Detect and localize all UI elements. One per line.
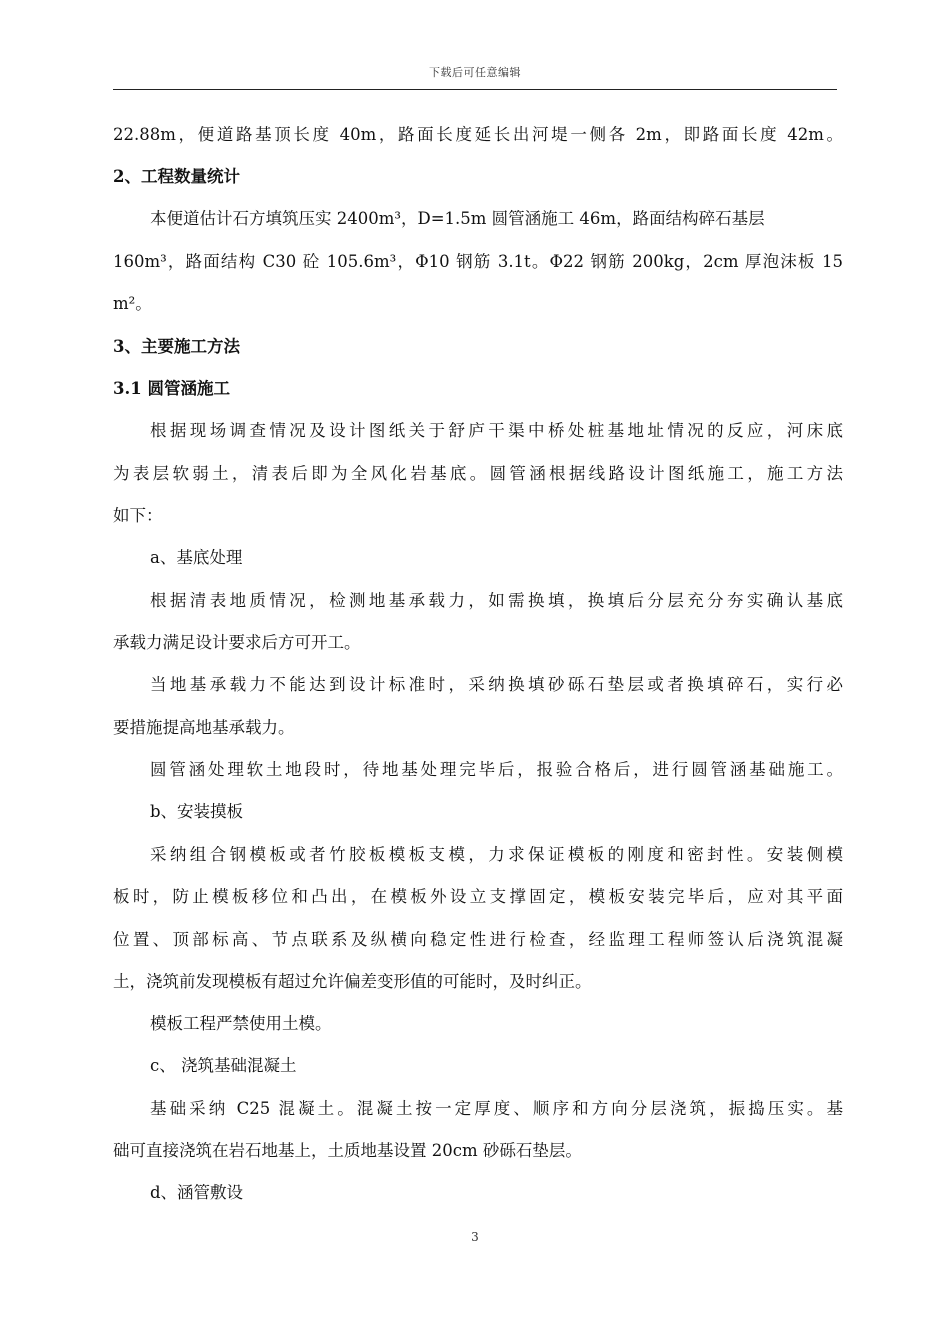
body-line: 位置、顶部标高、节点联系及纵横向稳定性进行检查，经监理工程师签认后浇筑混凝 bbox=[113, 930, 843, 949]
item-heading: b、安装摸板 bbox=[150, 802, 244, 821]
body-line: m²。 bbox=[113, 294, 152, 313]
subsection-heading: 3.1 圆管涵施工 bbox=[113, 379, 230, 398]
body-line: 根据现场调查情况及设计图纸关于舒庐干渠中桥处桩基地址情况的反应，河床底 bbox=[150, 421, 843, 440]
body-line: 圆管涵处理软土地段时，待地基处理完毕后，报验合格后，进行圆管涵基础施工。 bbox=[150, 760, 843, 779]
header-rule bbox=[113, 89, 837, 90]
body-line: 如下： bbox=[113, 506, 163, 525]
body-line: 土，浇筑前发现模板有超过允许偏差变形值的可能时，及时纠正。 bbox=[113, 972, 592, 991]
body-line: 160m³，路面结构 C30 砼 105.6m³，Φ10 钢筋 3.1t。Φ22 钢筋 200kg，2cm 厚泡沫板 15 bbox=[113, 252, 843, 271]
body-line: 采纳组合钢模板或者竹胶板模板支模，力求保证模板的刚度和密封性。安装侧模 bbox=[150, 845, 843, 864]
body-line: 基础采纳 C25 混凝土。混凝土按一定厚度、顺序和方向分层浇筑，振捣压实。基 bbox=[150, 1099, 843, 1118]
page-header: 下载后可任意编辑 bbox=[429, 66, 521, 79]
item-heading: a、基底处理 bbox=[150, 548, 243, 567]
body-line: 承载力满足设计要求后方可开工。 bbox=[113, 633, 361, 652]
section-heading: 2、工程数量统计 bbox=[113, 167, 240, 186]
body-line: 模板工程严禁使用土模。 bbox=[150, 1014, 332, 1033]
body-line: 板时，防止模板移位和凸出，在模板外设立支撑固定，模板安装完毕后，应对其平面 bbox=[113, 887, 843, 906]
body-line: 22.88m，便道路基顶长度 40m，路面长度延长出河堤一侧各 2m，即路面长度 42m。 bbox=[113, 125, 843, 144]
body-line: 本便道估计石方填筑压实 2400m³，D=1.5m 圆管涵施工 46m，路面结构碎石基层 bbox=[150, 209, 765, 228]
body-line: 为表层软弱土，清表后即为全风化岩基底。圆管涵根据线路设计图纸施工，施工方法 bbox=[113, 464, 843, 483]
item-heading: d、涵管敷设 bbox=[150, 1183, 244, 1202]
item-heading: c、 浇筑基础混凝土 bbox=[150, 1056, 297, 1075]
body-line: 础可直接浇筑在岩石地基上，土质地基设置 20cm 砂砾石垫层。 bbox=[113, 1141, 582, 1160]
page-number: 3 bbox=[471, 1230, 479, 1244]
section-heading: 3、主要施工方法 bbox=[113, 337, 240, 356]
body-line: 要措施提高地基承载力。 bbox=[113, 718, 295, 737]
body-line: 根据清表地质情况，检测地基承载力，如需换填，换填后分层充分夯实确认基底 bbox=[150, 591, 843, 610]
body-line: 当地基承载力不能达到设计标准时，采纳换填砂砾石垫层或者换填碎石，实行必 bbox=[150, 675, 843, 694]
